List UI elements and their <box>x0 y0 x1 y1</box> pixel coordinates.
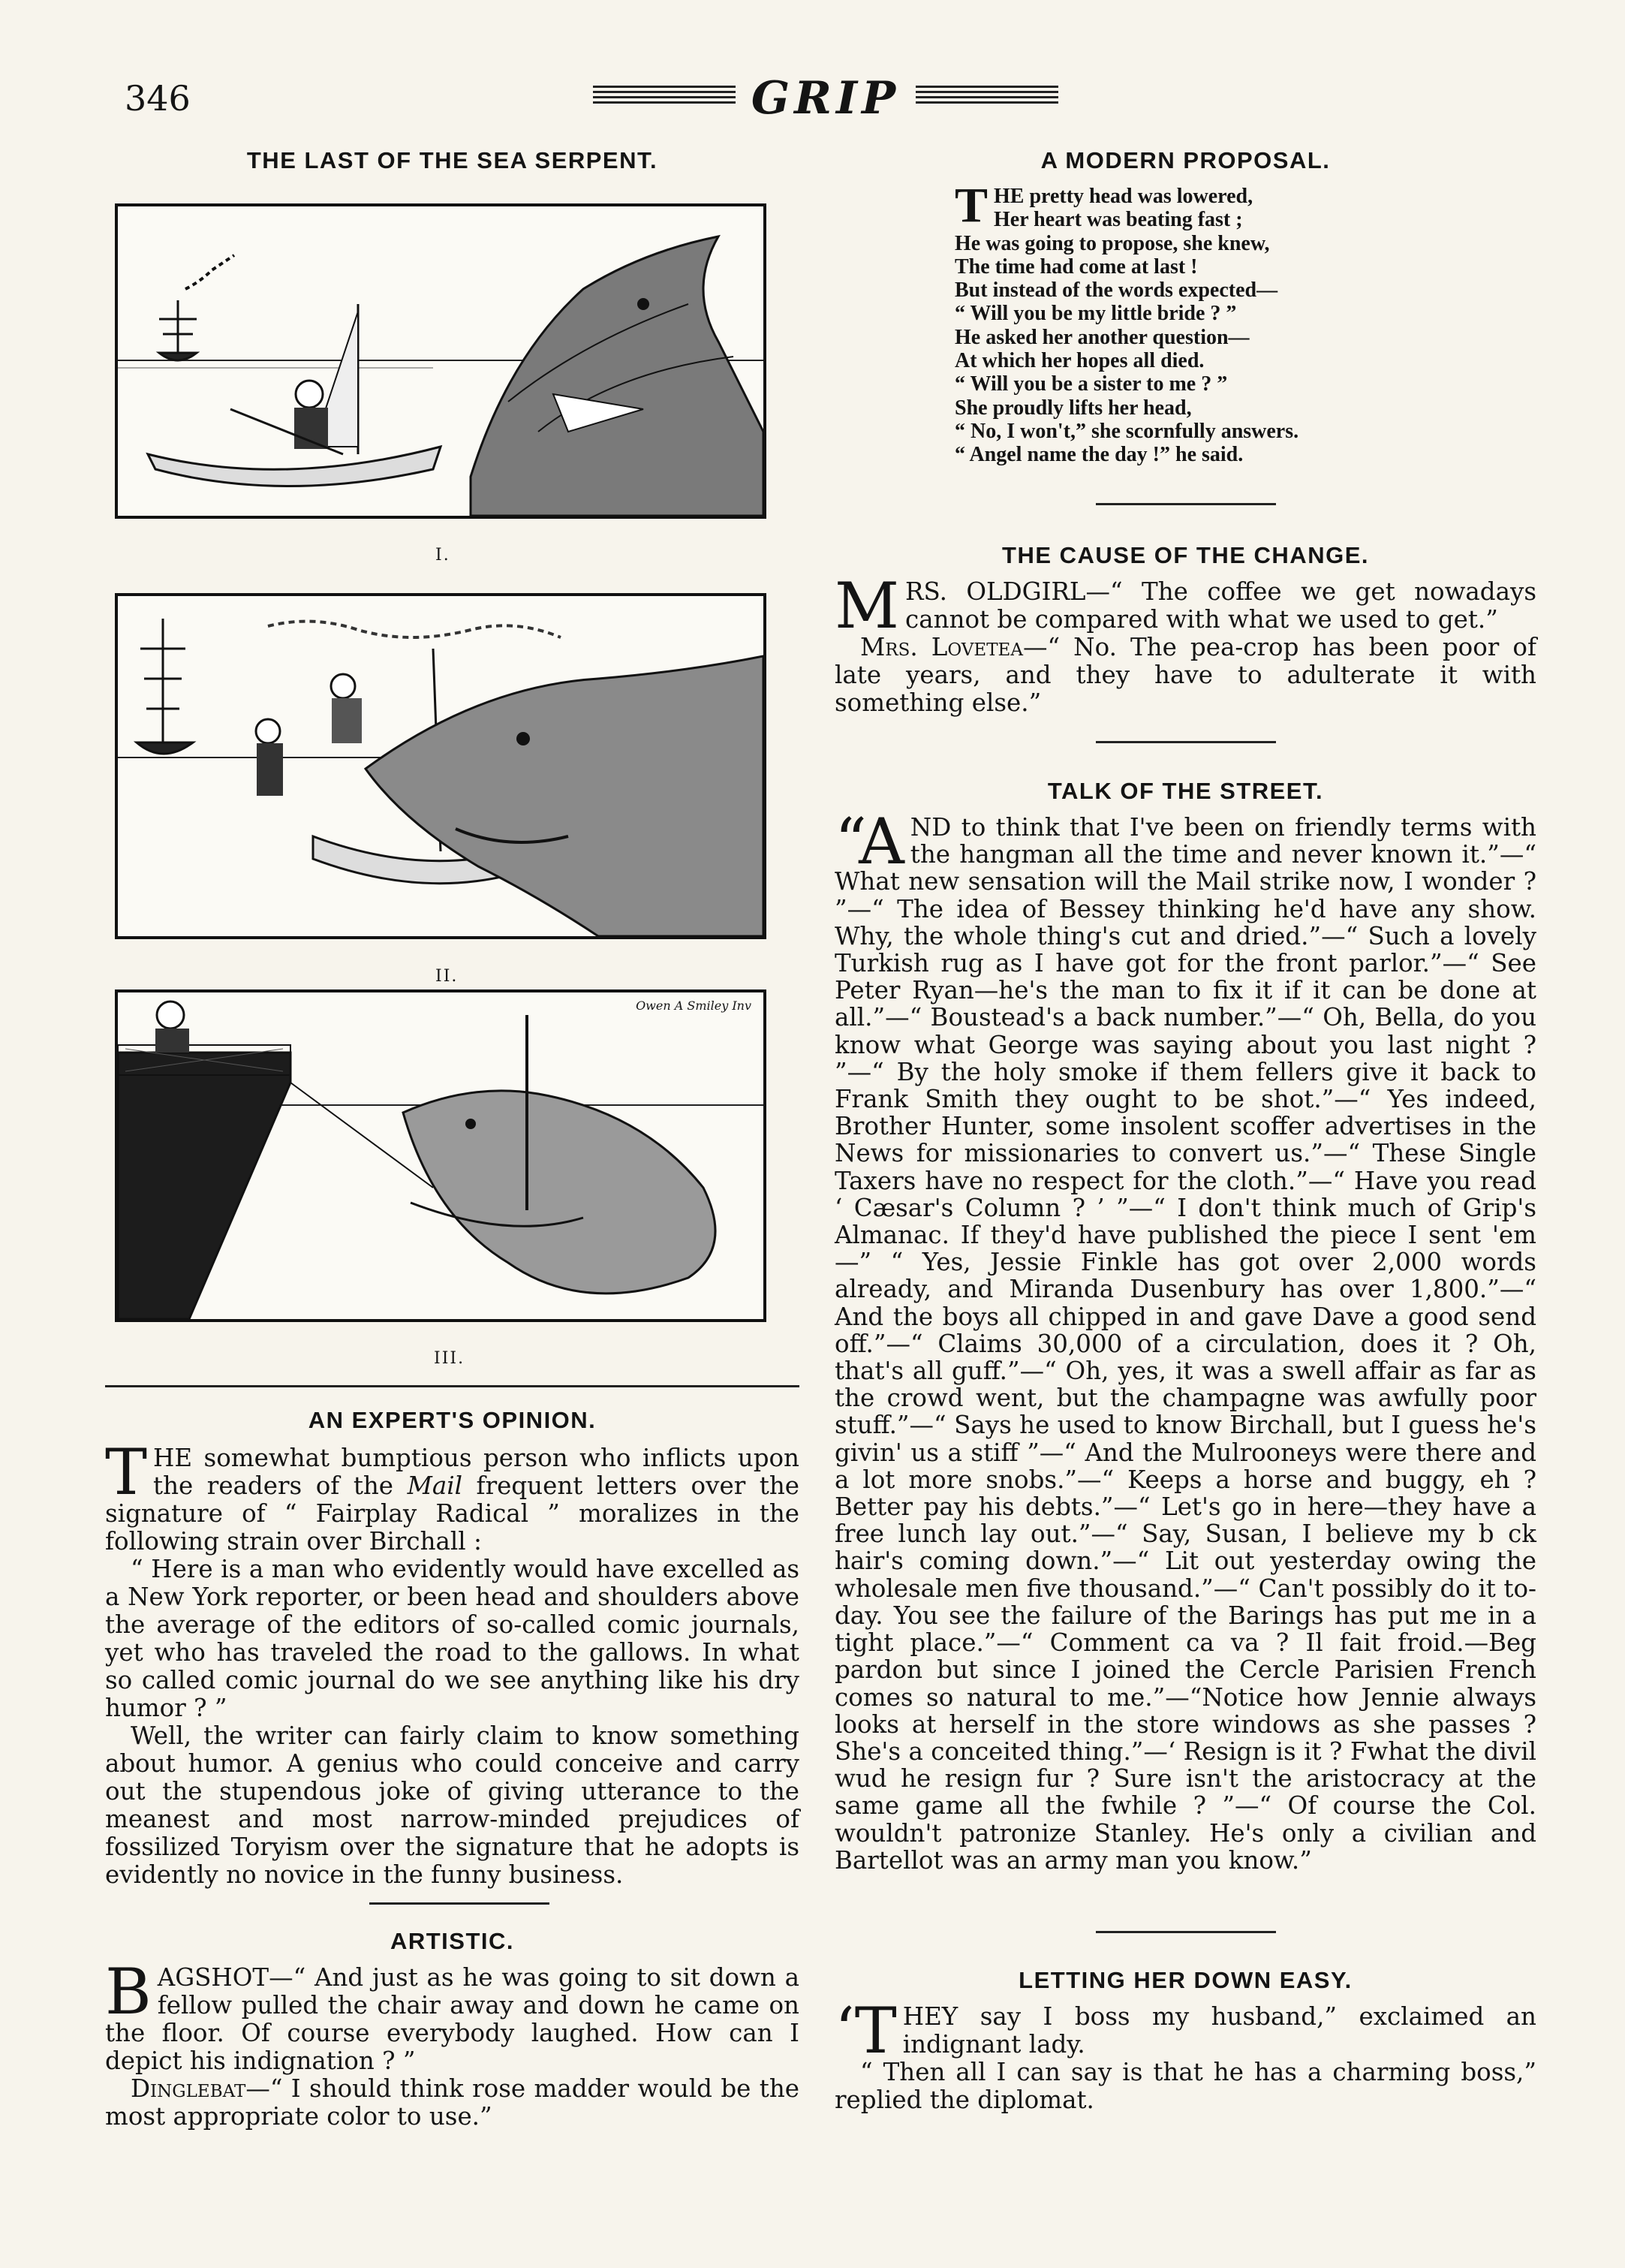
rule-cause <box>1096 503 1276 505</box>
street-title: TALK OF THE STREET. <box>1047 778 1324 804</box>
artistic-title: ARTISTIC. <box>390 1928 515 1954</box>
masthead-rule-right <box>916 86 1058 105</box>
cartoon-section <box>105 147 799 174</box>
expert-drop-cap: T <box>105 1435 148 1509</box>
poem-line: He was going to propose, she knew, <box>955 231 1270 255</box>
artistic-article <box>105 1928 799 2131</box>
masthead-title: GRIP <box>751 72 901 125</box>
poem-line: But instead of the words expected— <box>955 279 1278 303</box>
cartoon-panel-3 <box>115 989 766 1322</box>
poem-line: She proudly lifts her head, <box>955 396 1192 420</box>
rule-letting <box>1096 1931 1276 1933</box>
poem-line: He asked her another question— <box>955 325 1250 349</box>
poem-line: Her heart was beating fast ; <box>994 208 1243 232</box>
modern-proposal-article <box>835 147 1536 467</box>
proposal-title: A MODERN PROPOSAL. <box>1040 147 1331 173</box>
cartoon-title: THE LAST OF THE SEA SERPENT. <box>246 147 658 173</box>
caption-panel-1: I. <box>435 546 450 565</box>
street-drop-cap: “A <box>835 805 904 878</box>
cause-title: THE CAUSE OF THE CHANGE. <box>1002 542 1369 568</box>
cause-drop-cap: M <box>835 569 900 643</box>
masthead-rule-left <box>593 86 736 105</box>
cause-para-1: MRS. OLDGIRL—“ The coffee we get nowadays cannot be compared with what we used to get.” <box>835 569 1536 643</box>
proposal-drop-cap: T <box>955 178 989 233</box>
panel-2-illustration <box>118 596 763 936</box>
poem-line: The time had come at last ! <box>955 255 1198 279</box>
artistic-para-2: Dinglebat—“ I should think rose madder would be the most appropriate color to use.” <box>105 2074 799 2131</box>
letting-para-1: ‘T HEY say I boss my husband,” exclaimed an indignant lady. <box>835 1994 1536 2068</box>
poem-line: At which her hopes all died. <box>955 349 1205 373</box>
caption-panel-3: III. <box>434 1349 465 1368</box>
cause-para-2: Mrs. Lovetea—“ No. The pea-crop has been poor of late years, and they have to adulterate it with something else.” <box>835 633 1536 717</box>
page-number: 346 <box>125 78 191 119</box>
cartoon-panel-2 <box>115 593 766 939</box>
expert-title: AN EXPERT'S OPINION. <box>308 1407 597 1433</box>
panel-3-illustration <box>118 992 763 1319</box>
rule-street <box>1096 741 1276 743</box>
cartoon-panel-1 <box>115 203 766 519</box>
section-rule <box>105 1385 799 1387</box>
artistic-para-1: BAGSHOT—“ And just as he was going to sit down a fellow pulled the chair away and down he came on the floor. Of course everybody laughed. How can I depict his indignation ? ” <box>105 1955 799 2075</box>
mail-title: Mail <box>407 1471 463 1500</box>
speaker-dinglebat: Dinglebat <box>131 2074 246 2103</box>
expert-para-2: “ Here is a man who evidently would have excelled as a New York reporter, or been head and shoulders above the average of the editors of so-called comic journals, yet who has traveled the road to the gallows. In what so called comic journal do we see anything like his dry humor ? ” <box>105 1555 799 1722</box>
expert-para-3: Well, the writer can fairly claim to know something about humor. A genius who could conceive and carry out the stupendous joke of giving utterance to the meanest and most narrow-minded prejudices of fossilized Toryism over the signature that he adopts is evidently no novice in the funny business. <box>105 1721 799 1889</box>
speaker-mrs-lovetea: Mrs. Lovetea <box>860 633 1023 661</box>
letting-drop-cap: ‘T <box>835 1994 897 2068</box>
expert-para-1: THE somewhat bumptious person who inflicts upon the readers of the Mail frequent letters over the signature of “ Fairplay Radical ” moralizes in the following strain over Birchall : <box>105 1435 799 1556</box>
poem-line: “ Will you be my little bride ? ” <box>955 302 1237 326</box>
expert-opinion-article <box>105 1407 799 1889</box>
poem-line: “ No, I won't,” she scornfully answers. <box>955 419 1299 443</box>
poem-line: “ Angel name the day !” he said. <box>955 443 1244 467</box>
street-body: “A ND to think that I've been on friendly terms with the hangman all the time and never known it.”—“ What new sensation will the Mail strike now, I wonder ? ”—“ The idea of Bessey thinking he'd have any show. Why, the whole thing's cut and dried.”—“ Such a lovely Turkish rug as I have got for the front parlor.”—“ See Peter Ryan—he's the man to fix it if it can be done at all.”—“ Boustead's a back number.”—“ Oh, Bella, do you know what George was saying about you last night ? ”—“ By the holy smoke if them fellers give it back to Frank Smith they ought to be shot.”—“ Yes indeed, Brother Hunter, some insolent scoffer advertises in the News for missionaries to convert us.”—“ These Single Taxers have no respect for the cloth.”—“ Have you read ‘ Cæsar's Column ? ’ ”—“ I don't think much of Grip's Almanac. If they'd have published the piece I sent 'em—” “ Yes, Jessie Finkle has got over 2,000 words already, and Miranda Dusenbury has over 1,800.”—“ And the boys all chipped in and gave Dave a good send off.”—“ Claims 30,000 of a circulation, does it ? Oh, that's all guff.”—“ Oh, yes, it was a swell affair as far as the crowd went, but the champagne was awfully poor stuff.”—“ Says he used to know Birchall, but I guess he's givin' us a stiff ”—“ And the Mulrooneys were there and a lot more snobs.”—“ Keeps a horse and buggy, eh ? Better pay his debts.”—“ Let's go in here—they have a free lunch lay out.”—“ Say, Susan, I believe my b ck hair's coming down.”—“ Lit out yesterday owing the wholesale men five thousand.”—“ Can't possibly do it to-day. You see the failure of the Barings has put me in a tight place.”—“ Comment ca va ? Il fait froid.—Beg pardon but since I joined the Cercle Parisien French comes so natural to me.”—“Notice how Jennie always looks at herself in the store windows as she passes ? She's a conceited thing.”—‘ Resign is it ? Fwhat the divil wud he resign fur ? Sure isn't the aristocracy at the same game all the fwhile ? ”—“ Of course the Col. wouldn't patronize Stanley. He's only a civilian and Bartellot was an army man you know.” <box>835 805 1536 1875</box>
poem-line: HE pretty head was lowered, <box>994 185 1253 208</box>
panel-1-illustration <box>118 206 763 516</box>
letting-title: LETTING HER DOWN EASY. <box>1019 1967 1353 1993</box>
caption-panel-2: II. <box>435 967 459 986</box>
proposal-poem <box>955 178 1536 467</box>
rule-artistic <box>369 1902 549 1905</box>
letting-para-2: “ Then all I can say is that he has a charming boss,” replied the diplomat. <box>835 2058 1536 2114</box>
artist-signature: Owen A Smiley Inv <box>636 998 751 1013</box>
cause-of-change-article <box>835 542 1536 717</box>
talk-of-street-article <box>835 778 1536 1874</box>
poem-line: “ Will you be a sister to me ? ” <box>955 372 1228 396</box>
letting-her-down-article <box>835 1967 1536 2114</box>
artistic-drop-cap: B <box>105 1955 152 2029</box>
masthead <box>593 72 1058 125</box>
